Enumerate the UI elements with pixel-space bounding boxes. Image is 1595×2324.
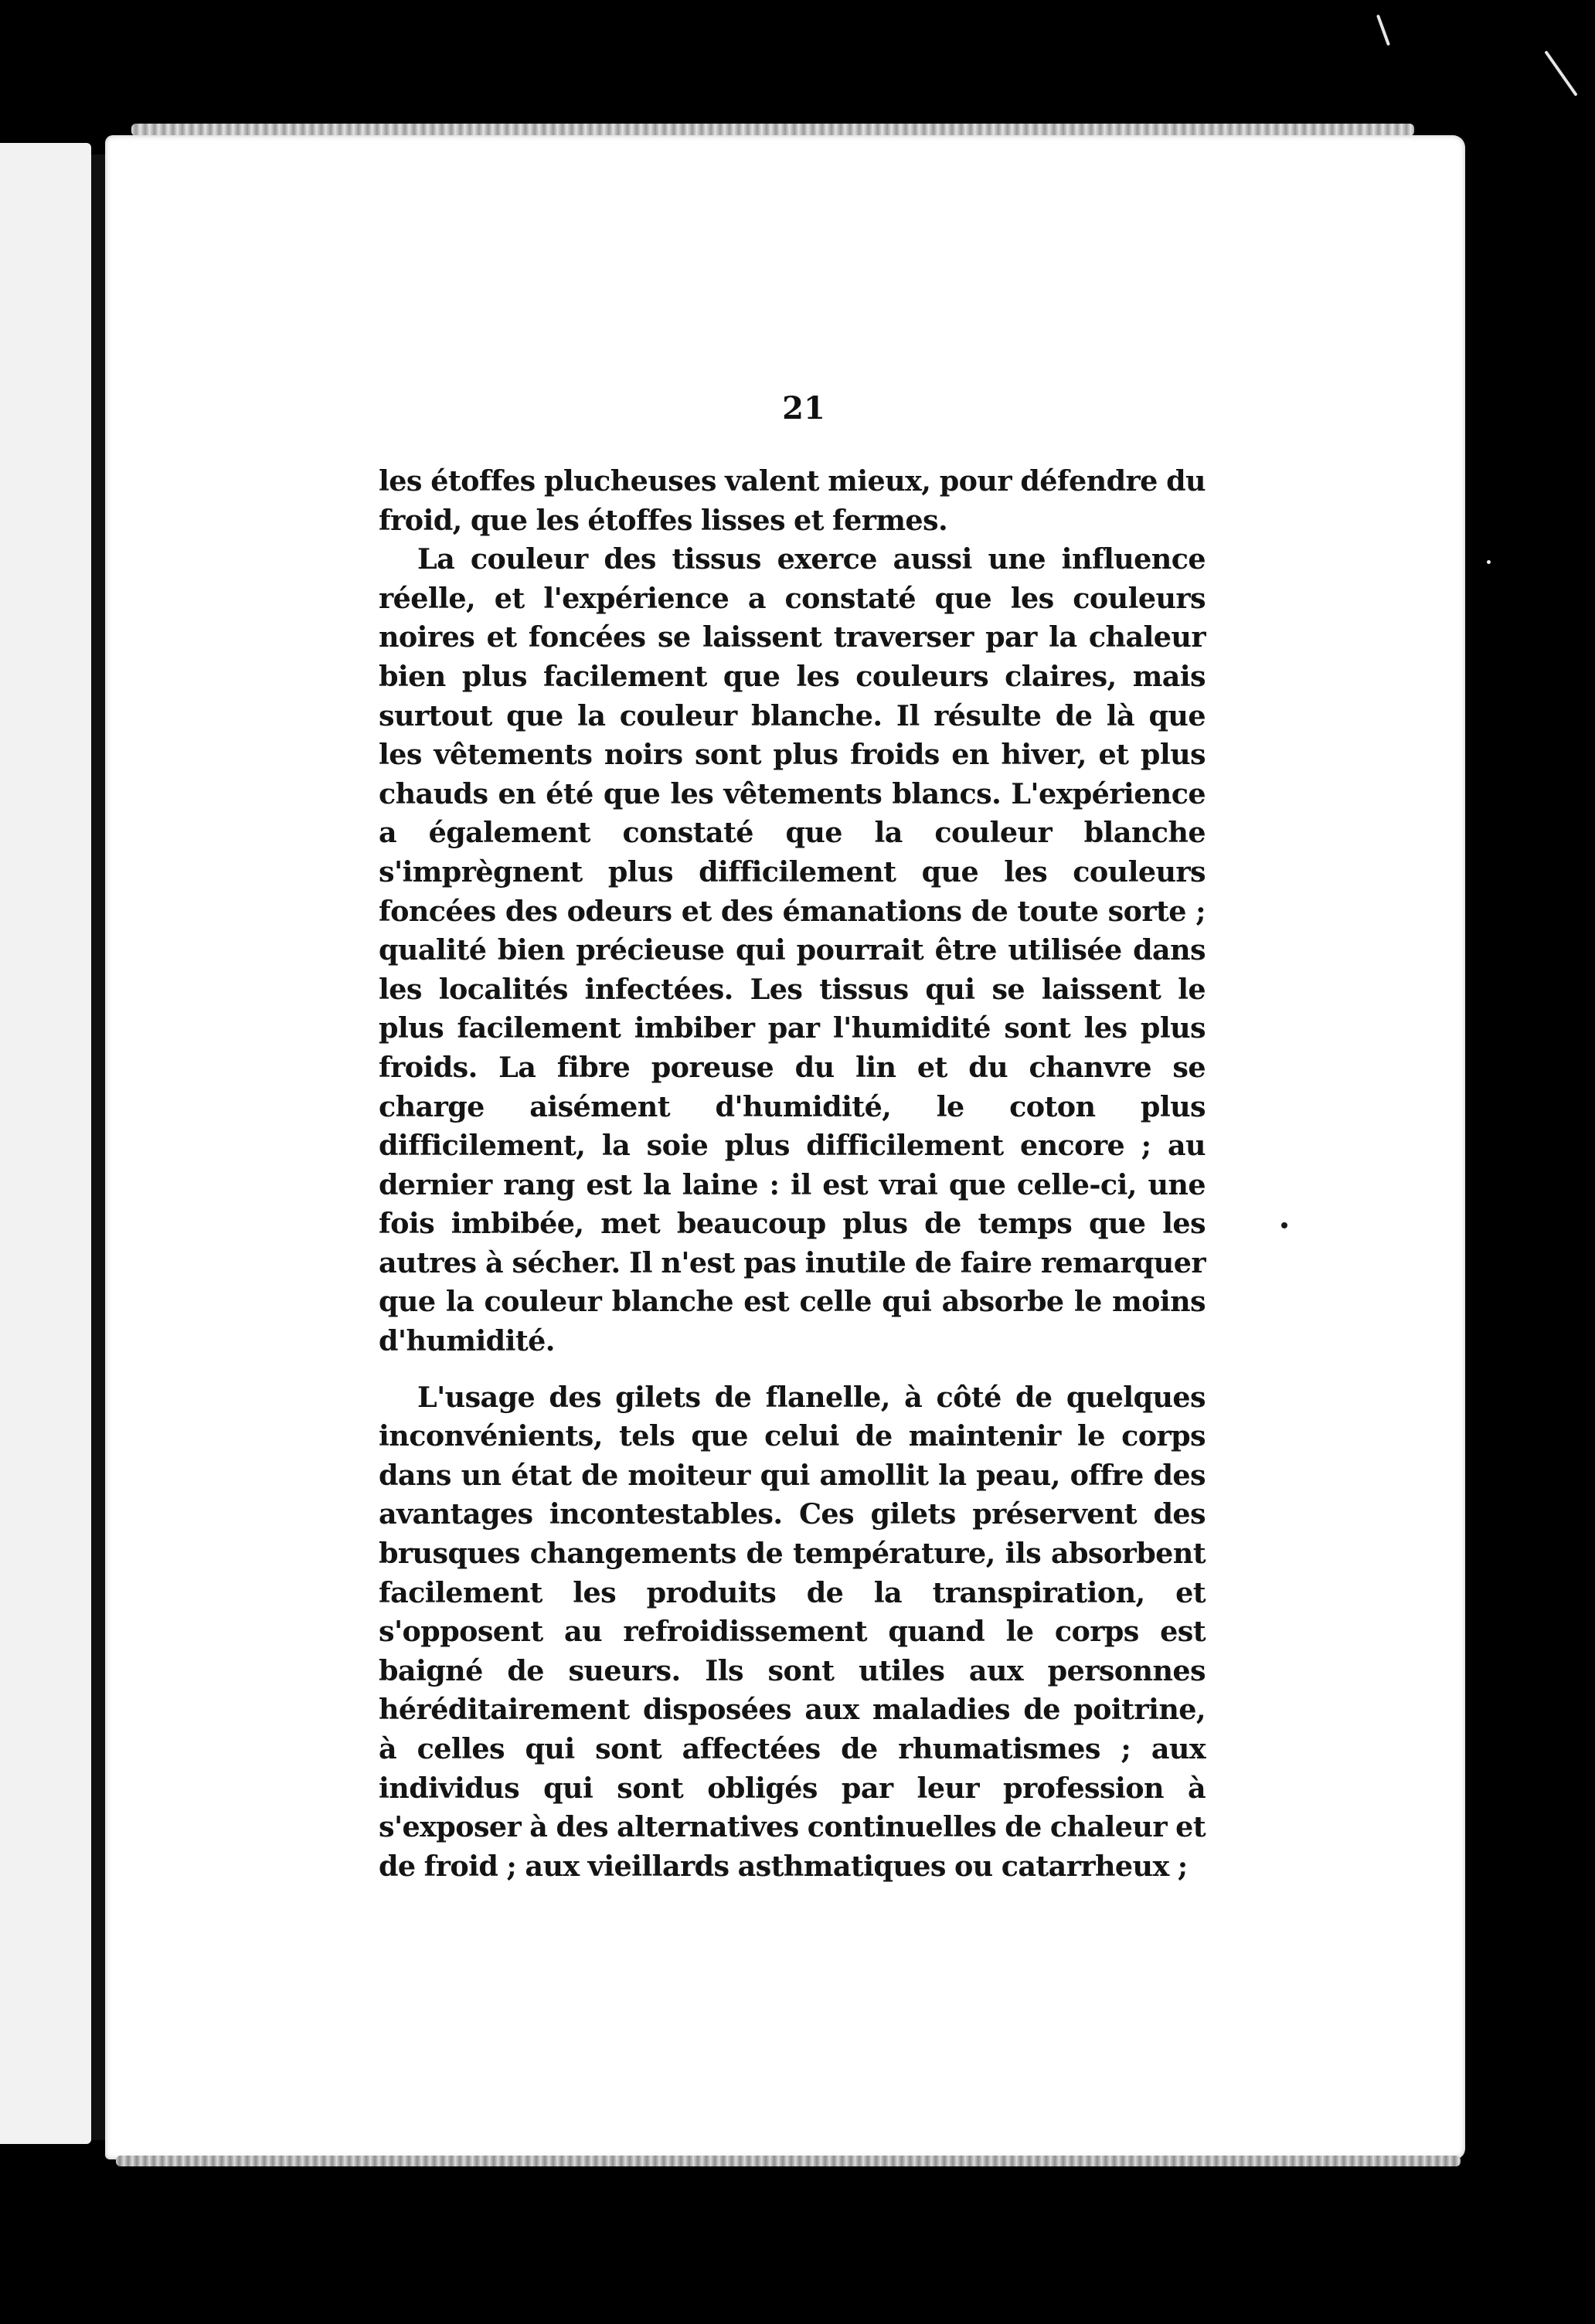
ink-speck [1487,560,1491,564]
page-stack-top-edge [131,124,1414,136]
page-stack-bottom-edge [116,2156,1461,2166]
book-spine-shadow [91,155,105,2140]
paragraph-2: La couleur des tissus exerce aussi une influence réelle, et l'expérience a constaté que les couleurs noires et foncées se laissent traverser par la chaleur bien plus facilement que les couleurs claires, mais surtout que la couleur blanche. Il résulte de là que les vêtements noirs sont plus froids en hiver, et plus chauds en été que les vêtements blancs. L'expérience a également constaté que la couleur blanche s'imprègnent plus difficilement que les couleurs foncées des odeurs et des émanations de toute sorte ; qualité bien précieuse qui pourrait être utilisée dans les localités infectées. Les tissus qui se laissent le plus facilement imbiber par l'humidité sont les plus froids. La fibre poreuse du lin et du chanvre se charge aisément d'humidité, le coton plus difficilement, la soie plus difficilement encore ; au dernier rang est la laine : il est vrai que celle-ci, une fois imbibée, met beaucoup plus de temps que les autres à sécher. Il n'est pas inutile de faire remarquer que la couleur blanche est celle qui absorbe le moins d'humidité. [379,542,1206,1358]
left-page-edge [0,143,91,2144]
paragraph-3: L'usage des gilets de flanelle, à côté de quelques inconvénients, tels que celui de maintenir le corps dans un état de moiteur qui amollit la peau, offre des avantages incontestables. Ces gilets préservent des brusques changements de température, ils absorbent facilement les produits de la transpiration, et s'opposent au refroidissement quand le corps est baigné de sueurs. Ils sont utiles aux personnes héréditairement disposées aux maladies de poitrine, à celles qui sont affectées de rhumatismes ; aux individus qui sont obligés par leur profession à s'exposer à des alternatives continuelles de chaleur et de froid ; aux vieillards asthmatiques ou catarrheux ; [379,1380,1206,1883]
ink-speck [1281,1222,1287,1228]
scan-artifact-mark [1376,15,1390,46]
paragraph-1: les étoffes plucheuses valent mieux, pour défendre du froid, que les étoffes lisses et fermes. [379,464,1206,537]
body-text [379,462,1206,1886]
scan-artifact-mark [1544,50,1577,97]
page-number: 21 [782,390,825,426]
